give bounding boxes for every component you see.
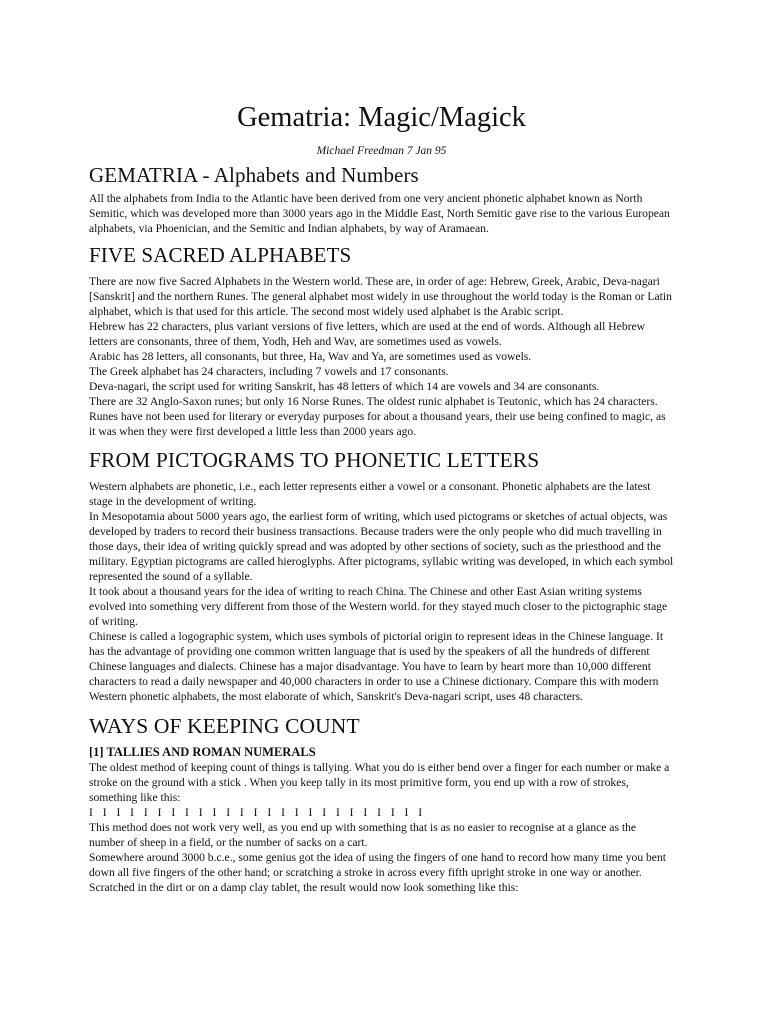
paragraph: There are 32 Anglo-Saxon runes; but only 16 Norse Runes. The oldest runic alphabet is Teutonic, which has 24 characters. Runes have not been used for literary or everyday purposes for about a thousand years, their use being confined to magic, as it was when they were first developed a little less than 2000 years ago.: [89, 395, 666, 438]
section-heading-pictograms: FROM PICTOGRAMS TO PHONETIC LETTERS: [89, 448, 540, 472]
paragraph: Deva-nagari, the script used for writing Sanskrit, has 48 letters of which 14 are vowels and 34 are consonants.: [89, 380, 600, 393]
document-title: Gematria: Magic/Magick: [237, 102, 526, 133]
section-heading-keeping-count: WAYS OF KEEPING COUNT: [89, 714, 360, 738]
document-page: [89, 96, 674, 895]
paragraph: It took about a thousand years for the idea of writing to reach China. The Chinese and other East Asian writing systems evolved into something very different from those of the Western world. for they stayed much closer to the pictographic stage of writing.: [89, 585, 668, 628]
paragraph: In Mesopotamia about 5000 years ago, the earliest form of writing, which used pictograms or sketches of actual objects, was developed by traders to record their business transactions. Because traders were the only people who did much travelling in those days, their idea of writing quickly spread and was adopted by other sections of society, such as the priesthood and the military. Egyptian pictograms are called hieroglyphs. After pictograms, syllabic writing was developed, in which each symbol represented the sound of a syllable.: [89, 510, 674, 583]
paragraph: Somewhere around 3000 b.c.e., some genius got the idea of using the fingers of one hand to record how many time you bent down all five fingers of the other hand; or scratching a stroke in across every fifth upright stroke in one way or another. Scratched in the dirt or on a damp clay tablet, the result would now look something like this:: [89, 851, 666, 894]
paragraph: This method does not work very well, as you end up with something that is as no easier to recognise at a glance as the number of sheep in a field, or the number of sacks on a cart.: [89, 821, 637, 849]
paragraph: The Greek alphabet has 24 characters, including 7 vowels and 17 consonants.: [89, 365, 449, 378]
paragraph: There are now five Sacred Alphabets in the Western world. These are, in order of age: Hebrew, Greek, Arabic, Deva-nagari [Sanskrit] and the northern Runes. The general alphabet most widely in use throughout the world today is the Roman or Latin alphabet, which is that used for this article. The second most widely used alphabet is the Arabic script.: [89, 275, 672, 318]
paragraph: Hebrew has 22 characters, plus variant versions of five letters, which are used at the end of words. Although all Hebrew letters are consonants, three of them, Yodh, Heh and Wav, are sometimes used as vowels.: [89, 320, 646, 348]
document-byline: Michael Freedman 7 Jan 95: [316, 145, 447, 157]
subheading-tallies: [1] TALLIES AND ROMAN NUMERALS: [89, 745, 316, 759]
section-heading-gematria: GEMATRIA - Alphabets and Numbers: [89, 163, 419, 187]
paragraph: Western alphabets are phonetic, i.e., each letter represents either a vowel or a consonant. Phonetic alphabets are the latest stage in the development of writing.: [89, 480, 651, 508]
tally-row: I I I I I I I I I I I I I I I I I I I I I I I I I: [89, 806, 423, 819]
section-heading-five-sacred-alphabets: FIVE SACRED ALPHABETS: [89, 243, 352, 267]
paragraph: Chinese is called a logographic system, which uses symbols of pictorial origin to represent ideas in the Chinese language. It has the advantage of providing one common written language that is used by the speakers of all the hundreds of different Chinese languages and dialects. Chinese has a major disadvantage. You have to learn by heart more than 10,000 different characters to read a daily newspaper and 40,000 characters in order to use a Chinese dictionary. Compare this with modern Western phonetic alphabets, the most elaborate of which, Sanskrit's Deva-nagari script, uses 48 characters.: [89, 630, 664, 703]
paragraph: All the alphabets from India to the Atlantic have been derived from one very ancient phonetic alphabet known as North Semitic, which was developed more than 3000 years ago in the Middle East, North Semitic gave rise to the various European alphabets, via Phoenician, and the Semitic and Indian alphabets, by way of Aramaean.: [89, 192, 670, 235]
paragraph: The oldest method of keeping count of things is tallying. What you do is either bend over a finger for each number or make a stroke on the ground with a stick . When you keep tally in its most primitive form, you end up with a row of strokes, something like this:: [89, 761, 670, 804]
paragraph: Arabic has 28 letters, all consonants, but three, Ha, Wav and Ya, are sometimes used as vowels.: [89, 350, 532, 363]
